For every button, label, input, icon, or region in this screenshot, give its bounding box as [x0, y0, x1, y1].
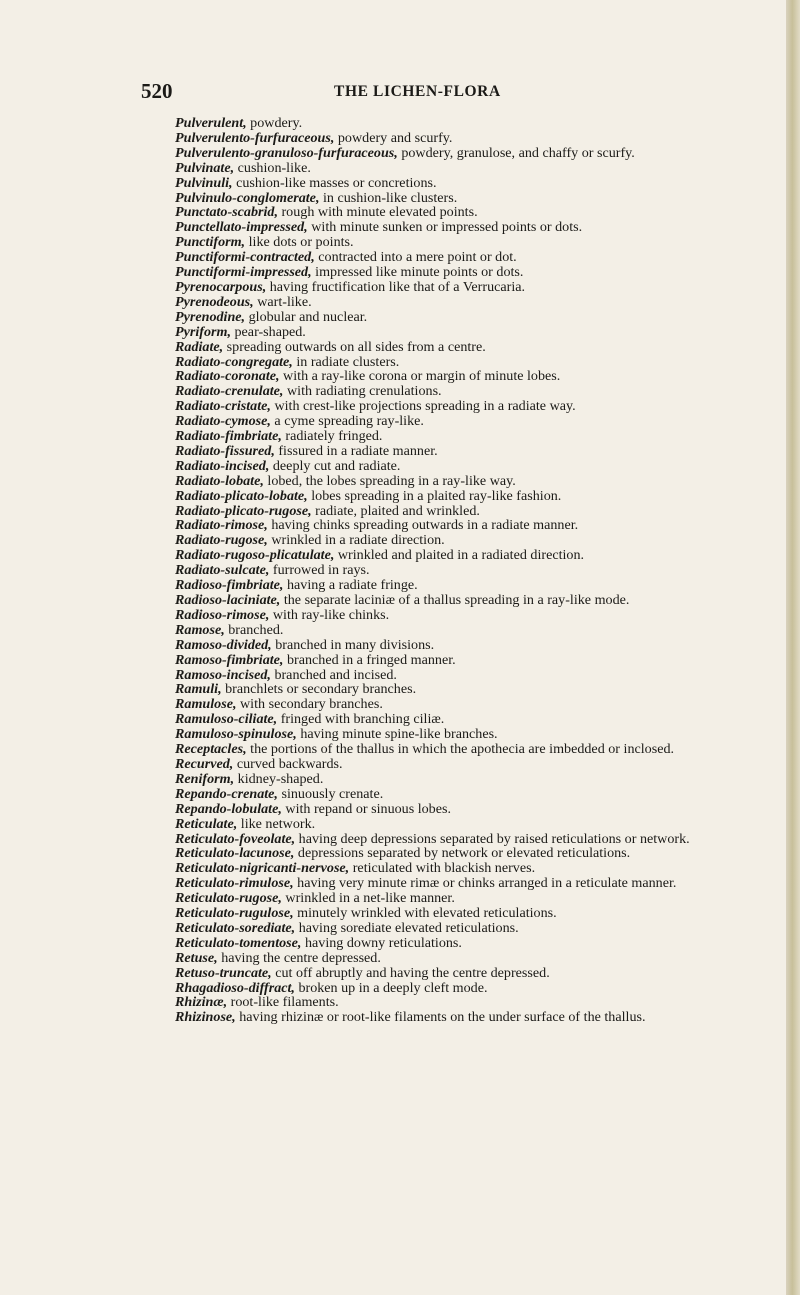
entry-term: Pulvinate,: [175, 159, 235, 176]
glossary-entry: [175, 504, 757, 519]
glossary-entry: [175, 846, 757, 861]
entry-definition: in cushion-like clusters.: [319, 189, 458, 206]
entry-definition: rough with minute elevated points.: [277, 204, 478, 221]
entry-term: Reticulato-rugulose,: [175, 905, 294, 922]
glossary-entry: [175, 265, 757, 280]
entry-definition: having fructification like that of a Verrucaria.: [266, 278, 526, 295]
entry-term: Reticulato-lacunose,: [175, 845, 295, 862]
glossary-entry: [175, 697, 757, 712]
entry-term: Radiate,: [175, 338, 224, 355]
glossary-entry: [175, 429, 757, 444]
entry-definition: fissured in a radiate manner.: [274, 442, 438, 459]
entry-term: Pulverulent,: [175, 115, 247, 131]
entry-term: Radiato-rimose,: [175, 517, 268, 534]
entry-definition: the portions of the thallus in which the apothecia are imbedded or inclosed.: [246, 741, 675, 758]
entry-definition: with secondary branches.: [236, 696, 383, 713]
entry-definition: wrinkled in a net-like manner.: [281, 890, 455, 907]
entry-term: Radiato-lobate,: [175, 472, 264, 489]
glossary-entry: [175, 623, 757, 638]
glossary-entry: [175, 608, 757, 623]
entry-definition: cushion-like masses or concretions.: [232, 174, 437, 191]
glossary-entry: [175, 518, 757, 533]
entry-term: Repando-crenate,: [175, 785, 278, 802]
entry-term: Pulvinuli,: [175, 174, 233, 191]
entry-term: Ramoso-fimbriate,: [175, 651, 284, 668]
entry-definition: spreading outwards on all sides from a centre.: [223, 338, 486, 355]
entry-term: Radiato-rugoso-plicatulate,: [175, 547, 335, 564]
glossary-entry: [175, 205, 757, 220]
entry-term: Pyrenocarpous,: [175, 278, 267, 295]
glossary-entry: [175, 369, 757, 384]
glossary-entry: [175, 176, 757, 191]
entry-definition: with crest-like projections spreading in a radiate way.: [270, 398, 576, 415]
entry-term: Punctato-scabrid,: [175, 204, 278, 221]
entry-definition: having rhizinæ or root-like filaments on the under surface of the thallus.: [235, 1009, 646, 1026]
entry-definition: branched in a fringed manner.: [283, 651, 456, 668]
entry-term: Radiato-plicato-rugose,: [175, 502, 312, 519]
glossary-entry: [175, 161, 757, 176]
glossary-entry: [175, 310, 757, 325]
glossary-entry: [175, 712, 757, 727]
entry-definition: with ray-like chinks.: [269, 606, 390, 623]
entry-term: Rhizinose,: [175, 1009, 236, 1026]
glossary-entry: [175, 250, 757, 265]
entry-term: Rhizinæ,: [175, 994, 228, 1011]
running-title: THE LICHEN-FLORA: [334, 83, 501, 100]
entry-term: Retuse,: [175, 949, 218, 966]
entry-term: Reticulate,: [175, 815, 238, 832]
entry-term: Radiato-cymose,: [175, 413, 271, 430]
entry-definition: with a ray-like corona or margin of minute lobes.: [279, 368, 561, 385]
glossary-entry: [175, 653, 757, 668]
entry-term: Pulverulento-furfuraceous,: [175, 129, 335, 146]
entry-term: Ramulose,: [175, 696, 237, 713]
glossary-entry: [175, 325, 757, 340]
entry-term: Ramose,: [175, 621, 225, 638]
entry-definition: a cyme spreading ray-like.: [270, 413, 424, 430]
glossary-entry: [175, 682, 757, 697]
entry-definition: contracted into a mere point or dot.: [314, 249, 517, 266]
page-header: [0, 79, 786, 103]
entry-term: Punctiform,: [175, 234, 246, 251]
glossary-entry: [175, 772, 757, 787]
glossary-entry: [175, 832, 757, 847]
page-edge-shadow: [786, 0, 800, 1295]
entry-term: Pyrenodine,: [175, 308, 246, 325]
entry-definition: wart-like.: [253, 293, 312, 310]
entry-definition: broken up in a deeply cleft mode.: [294, 979, 488, 996]
glossary-entry: [175, 951, 757, 966]
entry-definition: depressions separated by network or elevated reticulations.: [294, 845, 631, 862]
entry-term: Reticulato-sorediate,: [175, 919, 296, 936]
entry-term: Reticulato-rimulose,: [175, 875, 294, 892]
entry-definition: like dots or points.: [245, 234, 354, 251]
entry-definition: having minute spine-like branches.: [296, 726, 498, 743]
entry-term: Ramoso-incised,: [175, 666, 271, 683]
entry-definition: branched.: [224, 621, 284, 638]
glossary-entry: [175, 966, 757, 981]
glossary-entry: [175, 340, 757, 355]
entry-term: Punctiformi-contracted,: [175, 249, 315, 266]
glossary-entry: [175, 414, 757, 429]
entry-term: Ramuloso-ciliate,: [175, 711, 278, 728]
glossary-entries: [175, 116, 757, 1025]
glossary-entry: [175, 995, 757, 1010]
glossary-entry: [175, 981, 757, 996]
glossary-entry: [175, 355, 757, 370]
entry-definition: having a radiate fringe.: [283, 577, 418, 594]
entry-term: Receptacles,: [175, 741, 247, 758]
glossary-entry: [175, 757, 757, 772]
entry-term: Punctellato-impressed,: [175, 219, 308, 236]
entry-definition: globular and nuclear.: [245, 308, 368, 325]
entry-definition: radiate, plaited and wrinkled.: [311, 502, 480, 519]
entry-term: Reticulato-foveolate,: [175, 830, 296, 847]
entry-definition: like network.: [237, 815, 316, 832]
entry-term: Radiato-coronate,: [175, 368, 280, 385]
entry-term: Ramuloso-spinulose,: [175, 726, 297, 743]
glossary-entry: [175, 459, 757, 474]
entry-definition: kidney-shaped.: [234, 770, 324, 787]
entry-term: Radiato-fissured,: [175, 442, 275, 459]
entry-definition: branchlets or secondary branches.: [221, 681, 417, 698]
entry-term: Radiato-sulcate,: [175, 562, 270, 579]
entry-term: Radiato-cristate,: [175, 398, 271, 415]
entry-definition: having downy reticulations.: [301, 934, 462, 951]
entry-definition: fringed with branching ciliæ.: [277, 711, 445, 728]
entry-term: Reticulato-nigricanti-nervose,: [175, 860, 350, 877]
glossary-entry: [175, 563, 757, 578]
entry-term: Radiato-plicato-lobate,: [175, 487, 308, 504]
glossary-entry: [175, 384, 757, 399]
entry-definition: minutely wrinkled with elevated reticulations.: [293, 905, 557, 922]
entry-term: Repando-lobulate,: [175, 800, 282, 817]
entry-definition: lobes spreading in a plaited ray-like fashion.: [307, 487, 562, 504]
entry-definition: branched in many divisions.: [271, 636, 435, 653]
glossary-entry: [175, 131, 757, 146]
entry-term: Pyriform,: [175, 323, 231, 340]
entry-definition: powdery, granulose, and chaffy or scurfy.: [397, 144, 635, 161]
entry-definition: root-like filaments.: [227, 994, 339, 1011]
entry-term: Radiato-congregate,: [175, 353, 293, 370]
entry-term: Reticulato-tomentose,: [175, 934, 302, 951]
entry-term: Radioso-fimbriate,: [175, 577, 284, 594]
entry-term: Retuso-truncate,: [175, 964, 272, 981]
entry-term: Radiato-rugose,: [175, 532, 268, 549]
page-number: 520: [141, 79, 173, 103]
entry-definition: curved backwards.: [233, 755, 343, 772]
entry-term: Rhagadioso-diffract,: [175, 979, 295, 996]
entry-definition: impressed like minute points or dots.: [311, 264, 524, 281]
glossary-entry: [175, 116, 757, 131]
glossary-entry: [175, 548, 757, 563]
glossary-entry: [175, 668, 757, 683]
entry-definition: furrowed in rays.: [269, 562, 370, 579]
glossary-entry: [175, 235, 757, 250]
entry-definition: the separate laciniæ of a thallus spreading in a ray-like mode.: [280, 592, 630, 608]
glossary-entry: [175, 191, 757, 206]
glossary-entry: [175, 787, 757, 802]
glossary-entry: [175, 921, 757, 936]
glossary-entry: [175, 742, 757, 757]
entry-definition: having the centre depressed.: [217, 949, 381, 966]
glossary-entry: [175, 861, 757, 876]
glossary-entry: [175, 936, 757, 951]
glossary-entry: [175, 489, 757, 504]
entry-term: Radioso-laciniate,: [175, 592, 281, 608]
entry-definition: having chinks spreading outwards in a radiate manner.: [267, 517, 579, 534]
entry-definition: powdery.: [246, 115, 303, 131]
glossary-entry: [175, 876, 757, 891]
glossary-entry: [175, 593, 757, 608]
entry-definition: wrinkled in a radiate direction.: [267, 532, 445, 549]
entry-definition: in radiate clusters.: [292, 353, 400, 370]
glossary-entry: [175, 444, 757, 459]
entry-definition: having sorediate elevated reticulations.: [295, 919, 519, 936]
glossary-entry: [175, 817, 757, 832]
entry-term: Radiato-crenulate,: [175, 383, 284, 400]
entry-term: Ramoso-divided,: [175, 636, 272, 653]
entry-term: Pulverulento-granuloso-furfuraceous,: [175, 144, 398, 161]
entry-term: Pulvinulo-conglomerate,: [175, 189, 320, 206]
entry-definition: having deep depressions separated by raised reticulations or network.: [295, 830, 690, 847]
entry-term: Recurved,: [175, 755, 234, 772]
entry-definition: reticulated with blackish nerves.: [349, 860, 536, 877]
glossary-entry: [175, 280, 757, 295]
entry-definition: cut off abruptly and having the centre depressed.: [271, 964, 550, 981]
entry-term: Reticulato-rugose,: [175, 890, 282, 907]
entry-definition: radiately fringed.: [281, 428, 383, 445]
entry-term: Reniform,: [175, 770, 235, 787]
glossary-entry: [175, 906, 757, 921]
entry-definition: with minute sunken or impressed points or dots.: [307, 219, 583, 236]
entry-definition: branched and incised.: [270, 666, 397, 683]
glossary-entry: [175, 802, 757, 817]
entry-definition: pear-shaped.: [230, 323, 306, 340]
entry-definition: wrinkled and plaited in a radiated direction.: [334, 547, 585, 564]
glossary-entry: [175, 891, 757, 906]
entry-term: Ramuli,: [175, 681, 222, 698]
entry-term: Pyrenodeous,: [175, 293, 254, 310]
glossary-entry: [175, 727, 757, 742]
entry-definition: powdery and scurfy.: [334, 129, 453, 146]
entry-definition: with repand or sinuous lobes.: [281, 800, 451, 817]
glossary-entry: [175, 638, 757, 653]
entry-definition: having very minute rimæ or chinks arranged in a reticulate manner.: [293, 875, 677, 892]
glossary-entry: [175, 399, 757, 414]
entry-definition: lobed, the lobes spreading in a ray-like way.: [263, 472, 516, 489]
glossary-entry: [175, 533, 757, 548]
entry-term: Radiato-incised,: [175, 457, 270, 474]
entry-term: Radioso-rimose,: [175, 606, 270, 623]
glossary-entry: [175, 1010, 757, 1025]
entry-definition: sinuously crenate.: [277, 785, 384, 802]
entry-definition: deeply cut and radiate.: [269, 457, 401, 474]
entry-term: Radiato-fimbriate,: [175, 428, 282, 445]
glossary-entry: [175, 578, 757, 593]
entry-definition: with radiating crenulations.: [283, 383, 442, 400]
glossary-entry: [175, 220, 757, 235]
entry-term: Punctiformi-impressed,: [175, 264, 312, 281]
glossary-entry: [175, 146, 757, 161]
glossary-entry: [175, 295, 757, 310]
glossary-entry: [175, 474, 757, 489]
entry-definition: cushion-like.: [234, 159, 311, 176]
